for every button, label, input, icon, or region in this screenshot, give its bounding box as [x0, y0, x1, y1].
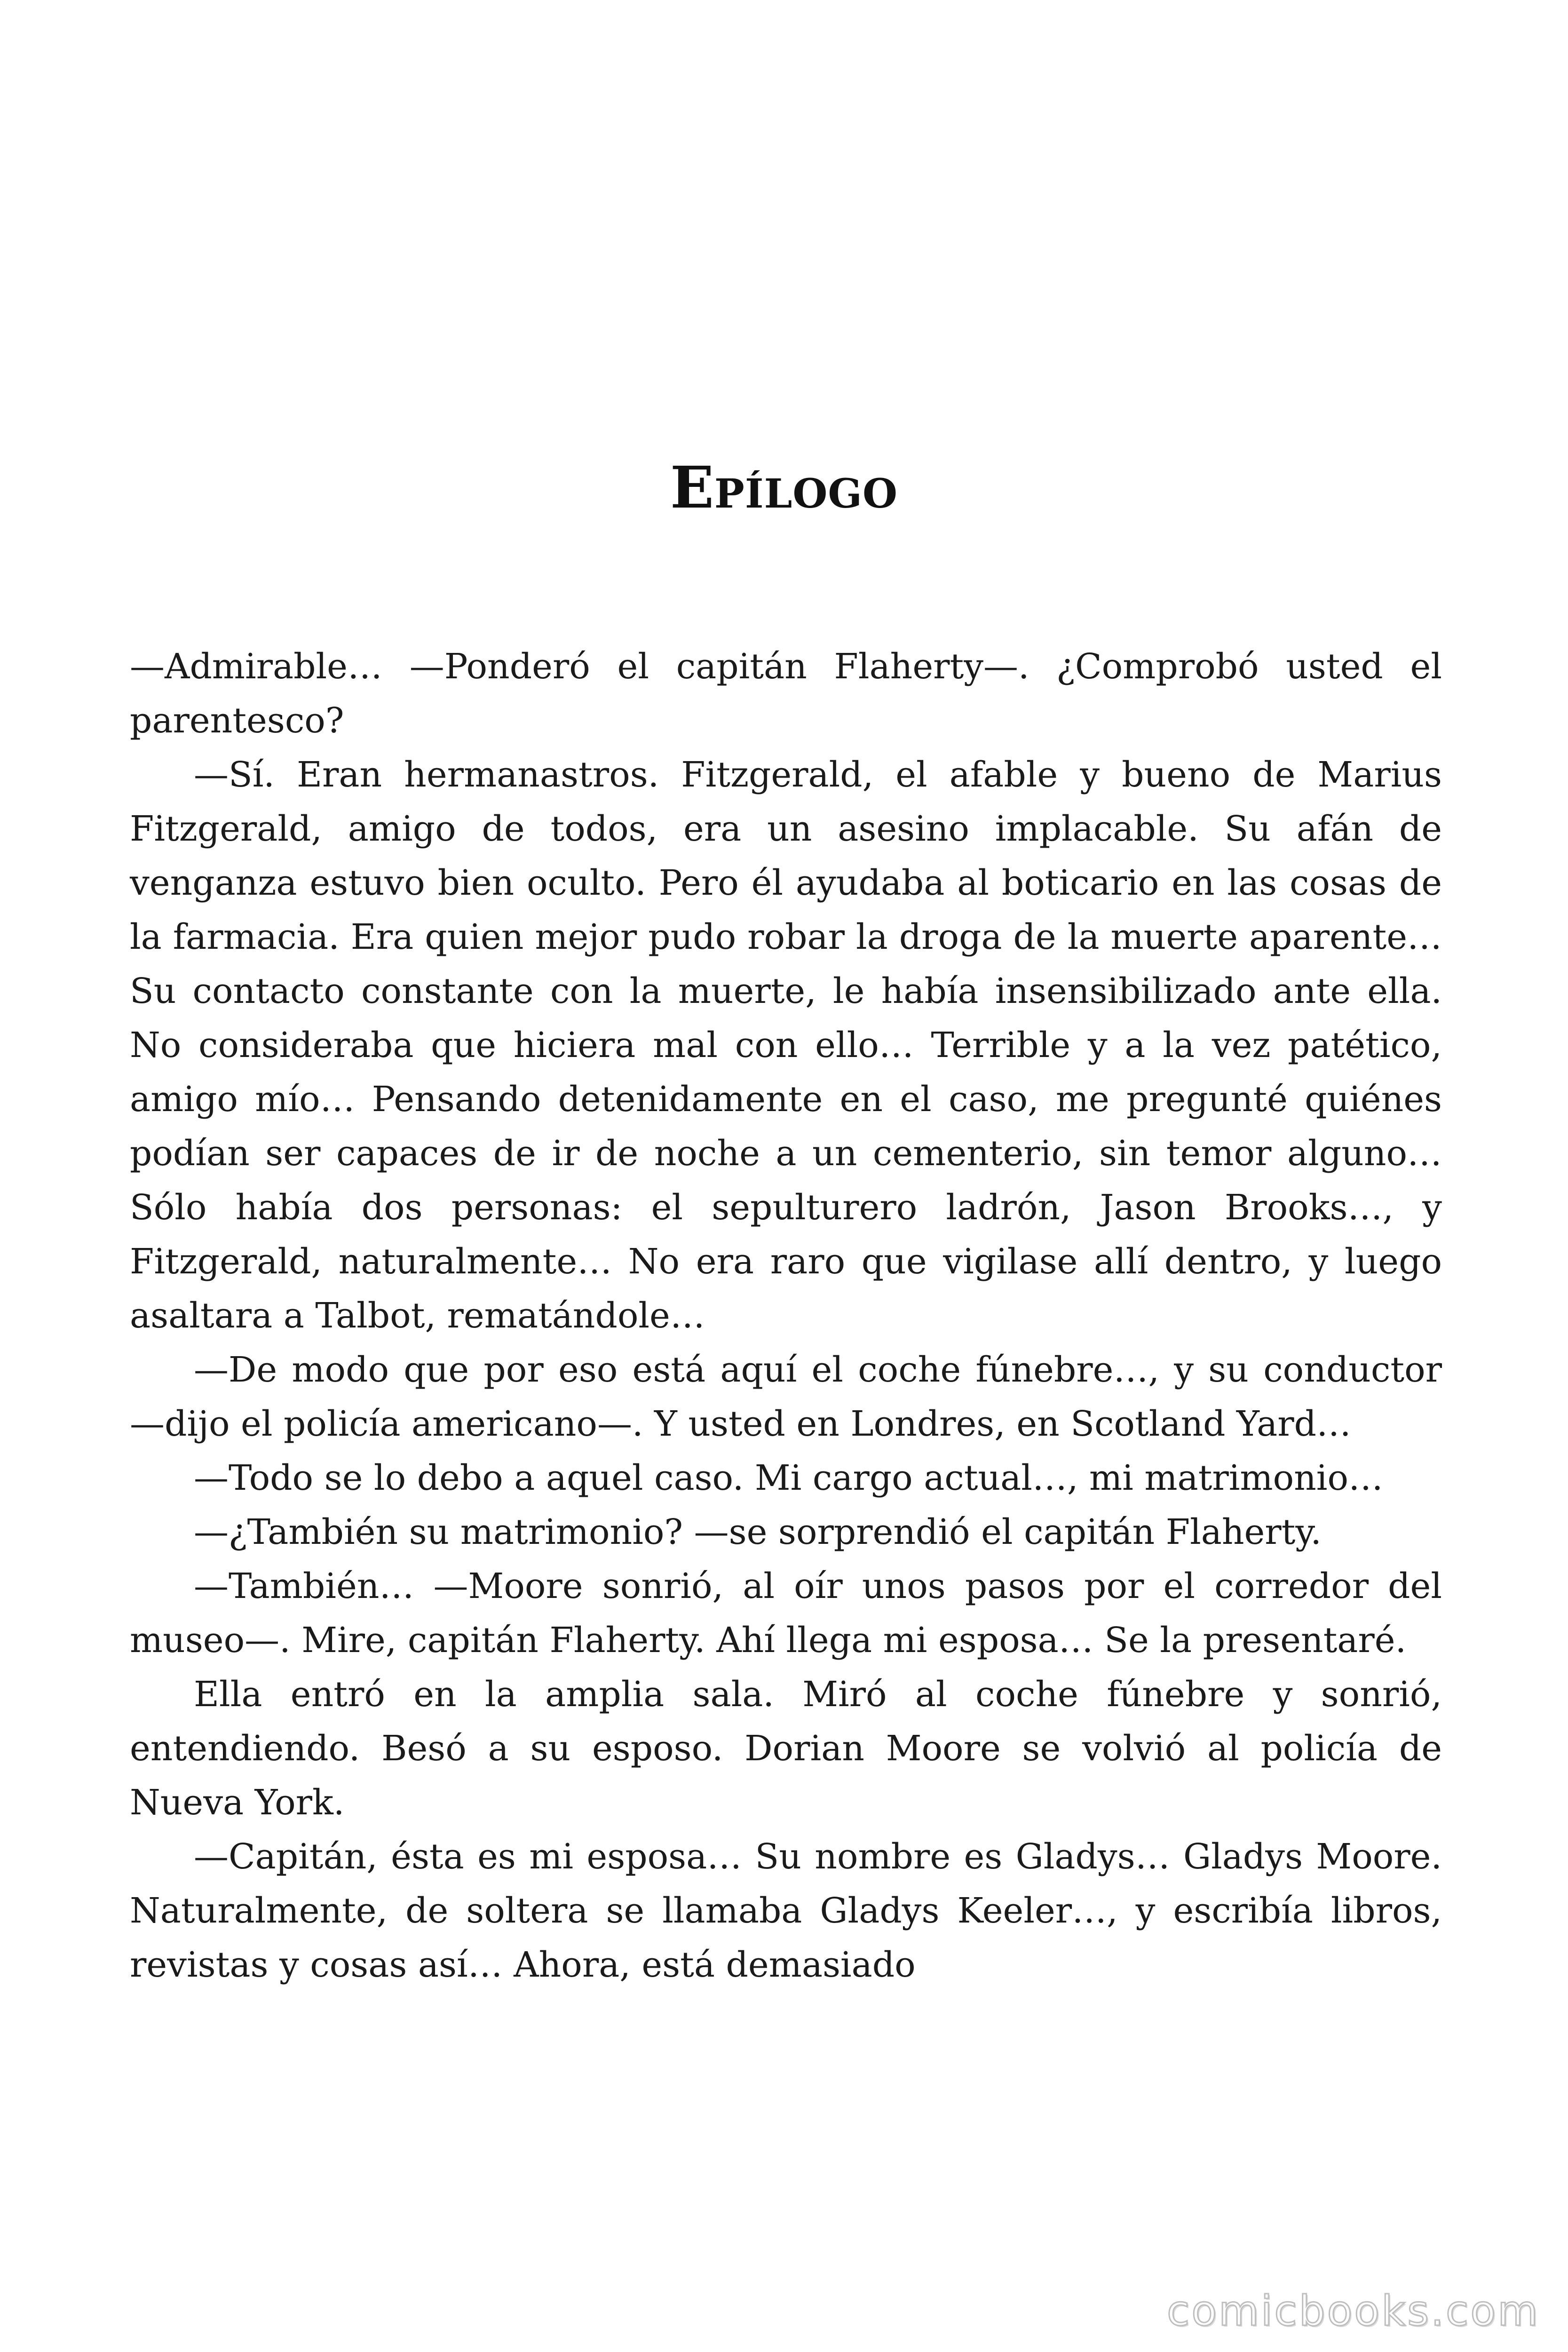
paragraph: —Capitán, ésta es mi esposa… Su nombre es Gladys… Gladys Moore. Naturalmente, de soltera se llamaba Gladys Keeler…, y escribía libros, revistas y cosas así… Ahora, está demasiado [130, 1836, 1442, 1985]
paragraph: —Todo se lo debo a aquel caso. Mi cargo actual…, mi matrimonio… [194, 1458, 1384, 1498]
paragraph: —De modo que por eso está aquí el coche fúnebre…, y su conductor —dijo el policía americano—. Y usted en Londres, en Scotland Yard… [130, 1350, 1442, 1444]
watermark: comicbooks.com [1166, 2287, 1540, 2335]
paragraph: —¿También su matrimonio? —se sorprendió el capitán Flaherty. [194, 1512, 1322, 1552]
paragraph: —Admirable… —Ponderó el capitán Flaherty—. ¿Comprobó usted el parentesco? [130, 646, 1442, 741]
paragraph: —Sí. Eran hermanastros. Fitzgerald, el afable y bueno de Marius Fitzgerald, amigo de todos, era un asesino implacable. Su afán de venganza estuvo bien oculto. Pero él ayudaba al boticario en las cosas de la farmacia. Era quien mejor pudo robar la droga de la muerte aparente… Su contacto constante con la muerte, le había insensibilizado ante ella. No consideraba que hiciera mal con ello… Terrible y a la vez patético, amigo mío… Pensando detenidamente en el caso, me pregunté quiénes podían ser capaces de ir de noche a un cementerio, sin temor alguno… Sólo había dos personas: el sepulturero ladrón, Jason Brooks…, y Fitzgerald, naturalmente… No era raro que vigilase allí dentro, y luego asaltara a Talbot, rematándole… [130, 755, 1442, 1336]
chapter-body [130, 640, 1442, 1992]
paragraph: —También… —Moore sonrió, al oír unos pasos por el corredor del museo—. Mire, capitán Flaherty. Ahí llega mi esposa… Se la presentaré. [130, 1566, 1442, 1661]
chapter-title: Epílogo [670, 453, 898, 521]
paragraph: Ella entró en la amplia sala. Miró al coche fúnebre y sonrió, entendiendo. Besó a su esposo. Dorian Moore se volvió al policía de Nueva York. [130, 1674, 1442, 1823]
